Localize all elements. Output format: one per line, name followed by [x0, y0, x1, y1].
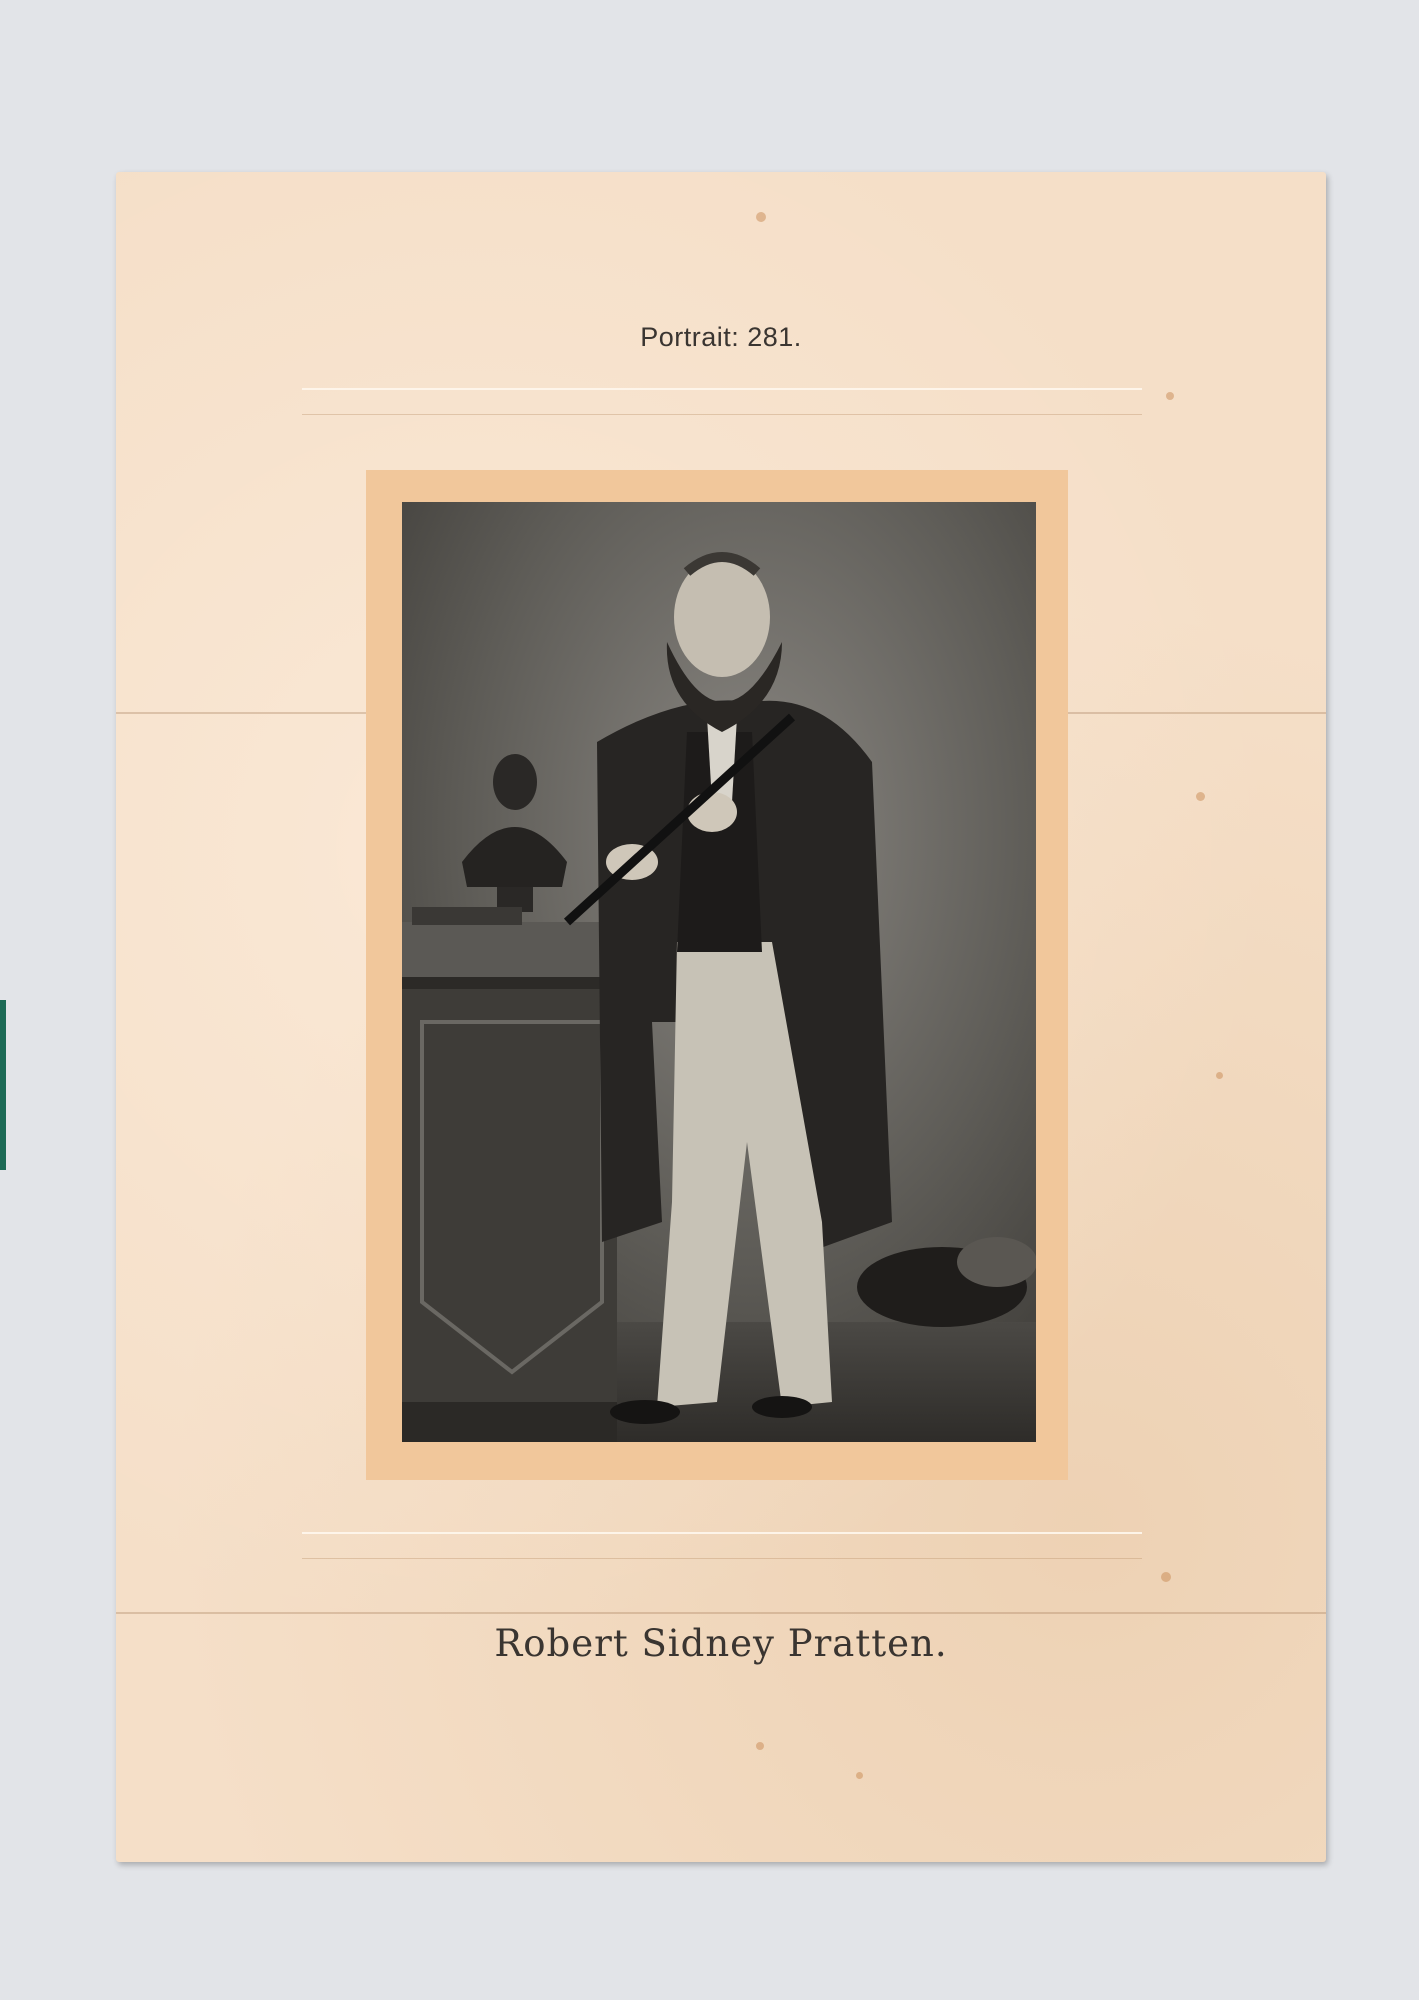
- pedestal: [402, 922, 617, 1442]
- foxing-spot: [1161, 1572, 1171, 1582]
- embossed-border-top: [302, 388, 1142, 415]
- portrait-photograph: [402, 502, 1036, 1442]
- portrait-number: Portrait: 281.: [640, 322, 802, 352]
- card-crease: [116, 1612, 1326, 1614]
- foxing-spot: [1196, 792, 1205, 801]
- foxing-spot: [856, 1772, 863, 1779]
- foxing-spot: [756, 212, 766, 222]
- foxing-spot: [1216, 1072, 1223, 1079]
- portrait-card: [116, 172, 1326, 1862]
- page-edge-marker: [0, 1000, 6, 1170]
- embossed-border-bottom: [302, 1532, 1142, 1559]
- sitter-name: Robert Sidney Pratten.: [494, 1622, 948, 1665]
- foxing-spot: [756, 1742, 764, 1750]
- foxing-spot: [1166, 392, 1174, 400]
